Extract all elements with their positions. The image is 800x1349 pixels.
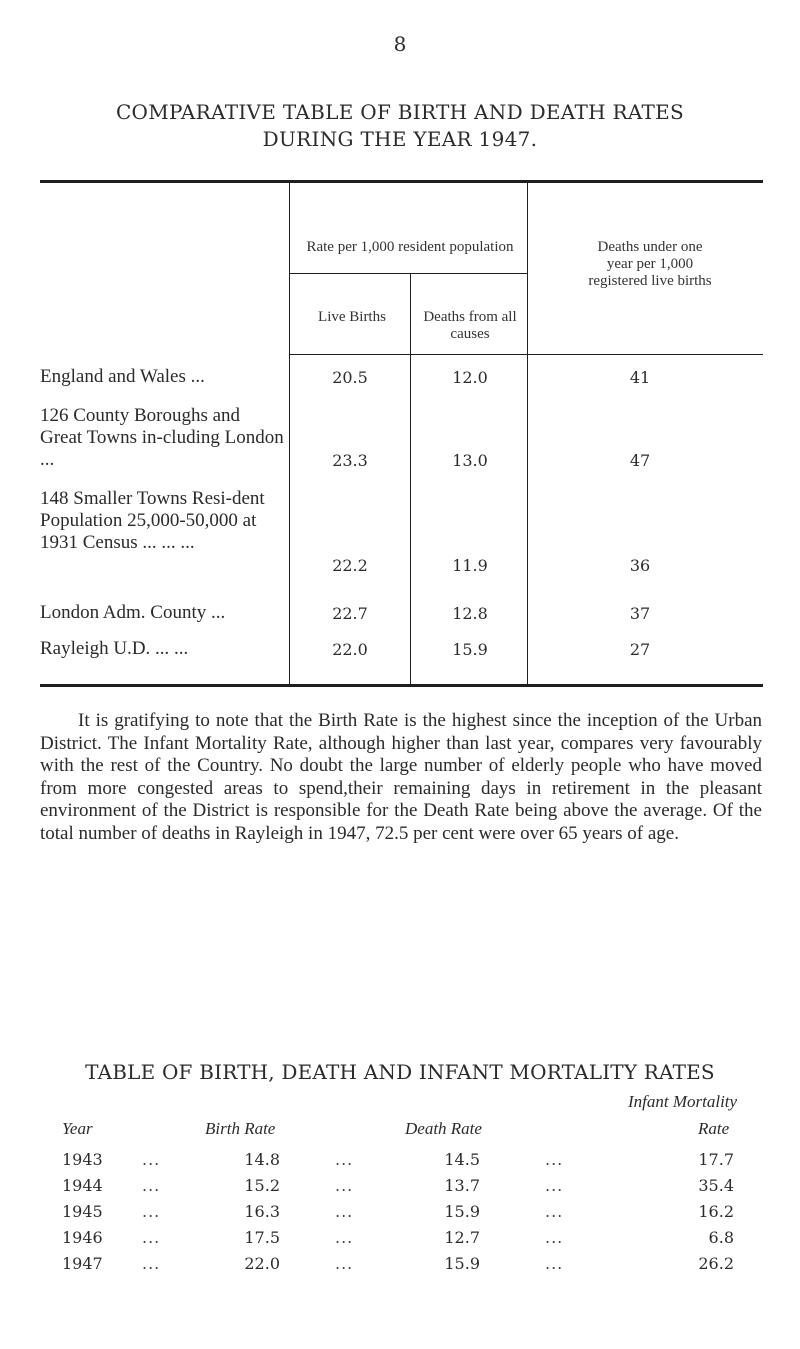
deaths-rayleigh: 15.9 bbox=[452, 640, 488, 659]
column-divider bbox=[410, 273, 411, 684]
infant-smaller-towns: 36 bbox=[629, 556, 651, 575]
infant-rate-cell: 26.2 bbox=[698, 1254, 734, 1273]
leader-dots: ... bbox=[545, 1202, 564, 1221]
row-label-london-adm: London Adm. County ... bbox=[40, 602, 226, 623]
column-divider bbox=[289, 183, 290, 684]
header-death-rate: Death Rate bbox=[405, 1119, 482, 1138]
births-smaller-towns: 22.2 bbox=[332, 556, 368, 575]
infant-rate-cell: 16.2 bbox=[698, 1202, 734, 1221]
births-rayleigh: 22.0 bbox=[332, 640, 368, 659]
header-birth-rate: Birth Rate bbox=[205, 1119, 276, 1138]
births-england-wales: 20.5 bbox=[332, 368, 368, 387]
death-rate-cell: 13.7 bbox=[444, 1176, 480, 1195]
infant-county-boroughs: 47 bbox=[629, 451, 651, 470]
infant-london-adm: 37 bbox=[629, 604, 651, 623]
header-deaths-all-causes: Deaths from all causes bbox=[423, 309, 517, 342]
leader-dots: ... bbox=[142, 1176, 161, 1195]
leader-dots: ... bbox=[142, 1254, 161, 1273]
deaths-london-adm: 12.8 bbox=[452, 604, 488, 623]
infant-rayleigh: 27 bbox=[629, 640, 651, 659]
birth-rate-cell: 22.0 bbox=[244, 1254, 280, 1273]
year-cell: 1945 bbox=[62, 1202, 103, 1221]
birth-rate-cell: 16.3 bbox=[244, 1202, 280, 1221]
leader-dots: ... bbox=[335, 1202, 354, 1221]
year-cell: 1944 bbox=[62, 1176, 103, 1195]
commentary-paragraph bbox=[40, 710, 762, 846]
infant-rate-cell: 35.4 bbox=[698, 1176, 734, 1195]
deaths-smaller-towns: 11.9 bbox=[452, 556, 488, 575]
deaths-county-boroughs: 13.0 bbox=[452, 451, 488, 470]
column-divider bbox=[527, 183, 528, 684]
year-cell: 1943 bbox=[62, 1150, 103, 1169]
leader-dots: ... bbox=[335, 1150, 354, 1169]
commentary-text: It is gratifying to note that the Birth Rate is the highest since the inception of the Urban District. The Infant Mortality Rate, although higher than last year, compares very favourably with the rest of the Country. No doubt the large number of elderly people who have moved from more congested areas to spend,their remaining days in retirement in the pleasant environment of the District is responsible for the Death Rate being above the average. Of the total number of deaths in Rayleigh in 1947, 72.5 per cent were over 65 years of age. bbox=[40, 710, 762, 844]
page-title: COMPARATIVE TABLE OF BIRTH AND DEATH RATES bbox=[115, 100, 685, 124]
header-infant-mortality: Infant Mortality bbox=[628, 1092, 738, 1111]
deaths-england-wales: 12.0 bbox=[452, 368, 488, 387]
death-rate-cell: 15.9 bbox=[444, 1254, 480, 1273]
header-infant-deaths: Deaths under one year per 1,000 registered live births bbox=[588, 239, 712, 289]
row-label-smaller-towns: 148 Smaller Towns Resi-dent Population 25,000-50,000 at 1931 Census ... ... ... bbox=[40, 488, 265, 553]
table2-title: TABLE OF BIRTH, DEATH AND INFANT MORTALITY RATES bbox=[85, 1060, 715, 1084]
header-group-rule bbox=[289, 273, 527, 274]
birth-rate-cell: 15.2 bbox=[244, 1176, 280, 1195]
year-cell: 1947 bbox=[62, 1254, 103, 1273]
page-subtitle: DURING THE YEAR 1947. bbox=[262, 127, 538, 151]
row-label-england-wales: England and Wales ... bbox=[40, 366, 205, 387]
header-rate-per-1000: Rate per 1,000 resident population bbox=[306, 239, 514, 255]
birth-rate-cell: 17.5 bbox=[244, 1228, 280, 1247]
leader-dots: ... bbox=[142, 1202, 161, 1221]
leader-dots: ... bbox=[545, 1176, 564, 1195]
births-county-boroughs: 23.3 bbox=[332, 451, 368, 470]
row-label-rayleigh: Rayleigh U.D. ... ... bbox=[40, 638, 189, 659]
table-bottom-rule bbox=[40, 684, 763, 687]
leader-dots: ... bbox=[335, 1254, 354, 1273]
death-rate-cell: 14.5 bbox=[444, 1150, 480, 1169]
leader-dots: ... bbox=[335, 1228, 354, 1247]
row-label-county-boroughs: 126 County Boroughs and Great Towns in-cluding London ... bbox=[40, 405, 284, 470]
infant-rate-cell: 17.7 bbox=[698, 1150, 734, 1169]
header-year: Year bbox=[62, 1119, 93, 1138]
leader-dots: ... bbox=[545, 1254, 564, 1273]
leader-dots: ... bbox=[335, 1176, 354, 1195]
table-top-rule bbox=[40, 180, 763, 183]
leader-dots: ... bbox=[142, 1228, 161, 1247]
leader-dots: ... bbox=[142, 1150, 161, 1169]
infant-england-wales: 41 bbox=[629, 368, 651, 387]
page-number: 8 bbox=[393, 32, 407, 56]
birth-rate-cell: 14.8 bbox=[244, 1150, 280, 1169]
leader-dots: ... bbox=[545, 1150, 564, 1169]
header-bottom-rule bbox=[289, 354, 763, 355]
infant-rate-cell: 6.8 bbox=[708, 1228, 734, 1247]
year-cell: 1946 bbox=[62, 1228, 103, 1247]
death-rate-cell: 15.9 bbox=[444, 1202, 480, 1221]
header-rate: Rate bbox=[698, 1119, 730, 1138]
leader-dots: ... bbox=[545, 1228, 564, 1247]
births-london-adm: 22.7 bbox=[332, 604, 368, 623]
death-rate-cell: 12.7 bbox=[444, 1228, 480, 1247]
header-live-births: Live Births bbox=[318, 309, 386, 325]
